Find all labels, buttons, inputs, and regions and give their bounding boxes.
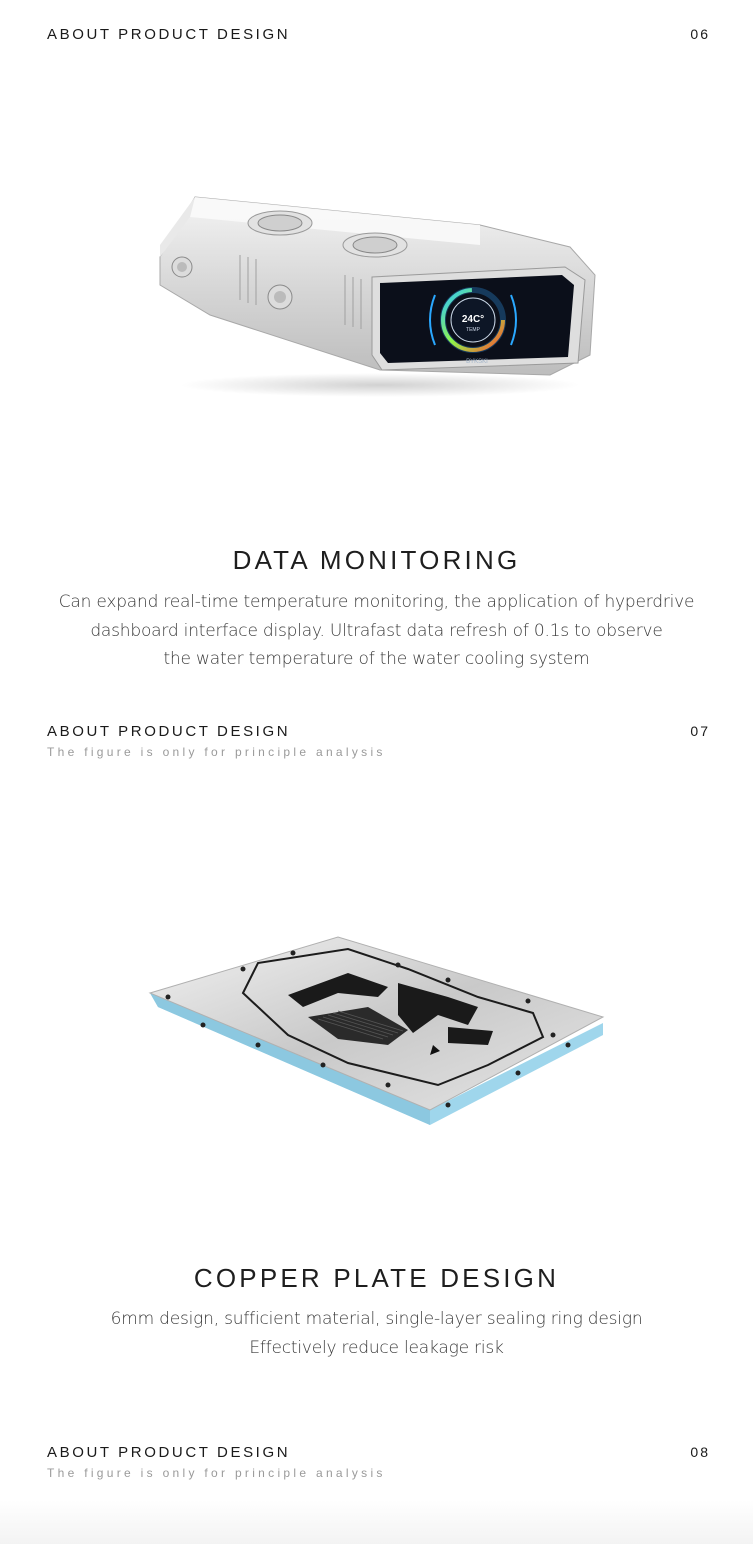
copper-plate-heading: COPPER PLATE DESIGN [193,1263,560,1293]
temp-label: TEMP [466,327,480,333]
temperature-readout: 24C° [461,314,485,325]
description-line: the water temperature of the water cooling system [163,649,590,669]
copper-plate-image [148,935,606,1130]
copper-plate-description [0,1305,753,1362]
section-title: ABOUT PRODUCT DESIGN [47,1444,291,1461]
brand-logo-text: BYKSKI [466,359,488,365]
data-monitoring-heading: DATA MONITORING [232,545,521,575]
description-line: 6mm design, sufficient material, single-layer sealing ring design [110,1309,643,1329]
section-subtitle: The figure is only for principle analysis [47,745,386,759]
next-image-fade [0,1500,753,1544]
acrylic-block-image [150,185,600,400]
section-number: 07 [690,723,710,739]
section-subtitle: The figure is only for principle analysis [47,1466,386,1480]
section-number: 08 [690,1444,710,1460]
data-monitoring-description [0,588,753,674]
section-title: ABOUT PRODUCT DESIGN [47,26,291,43]
section-number: 06 [690,26,710,42]
section-title: ABOUT PRODUCT DESIGN [47,723,291,740]
description-line: Effectively reduce leakage risk [249,1337,504,1358]
description-line: Can expand real-time temperature monitoring, the application of hyperdrive [58,592,695,612]
description-line: dashboard interface display. Ultrafast data refresh of 0.1s to observe [90,620,663,641]
